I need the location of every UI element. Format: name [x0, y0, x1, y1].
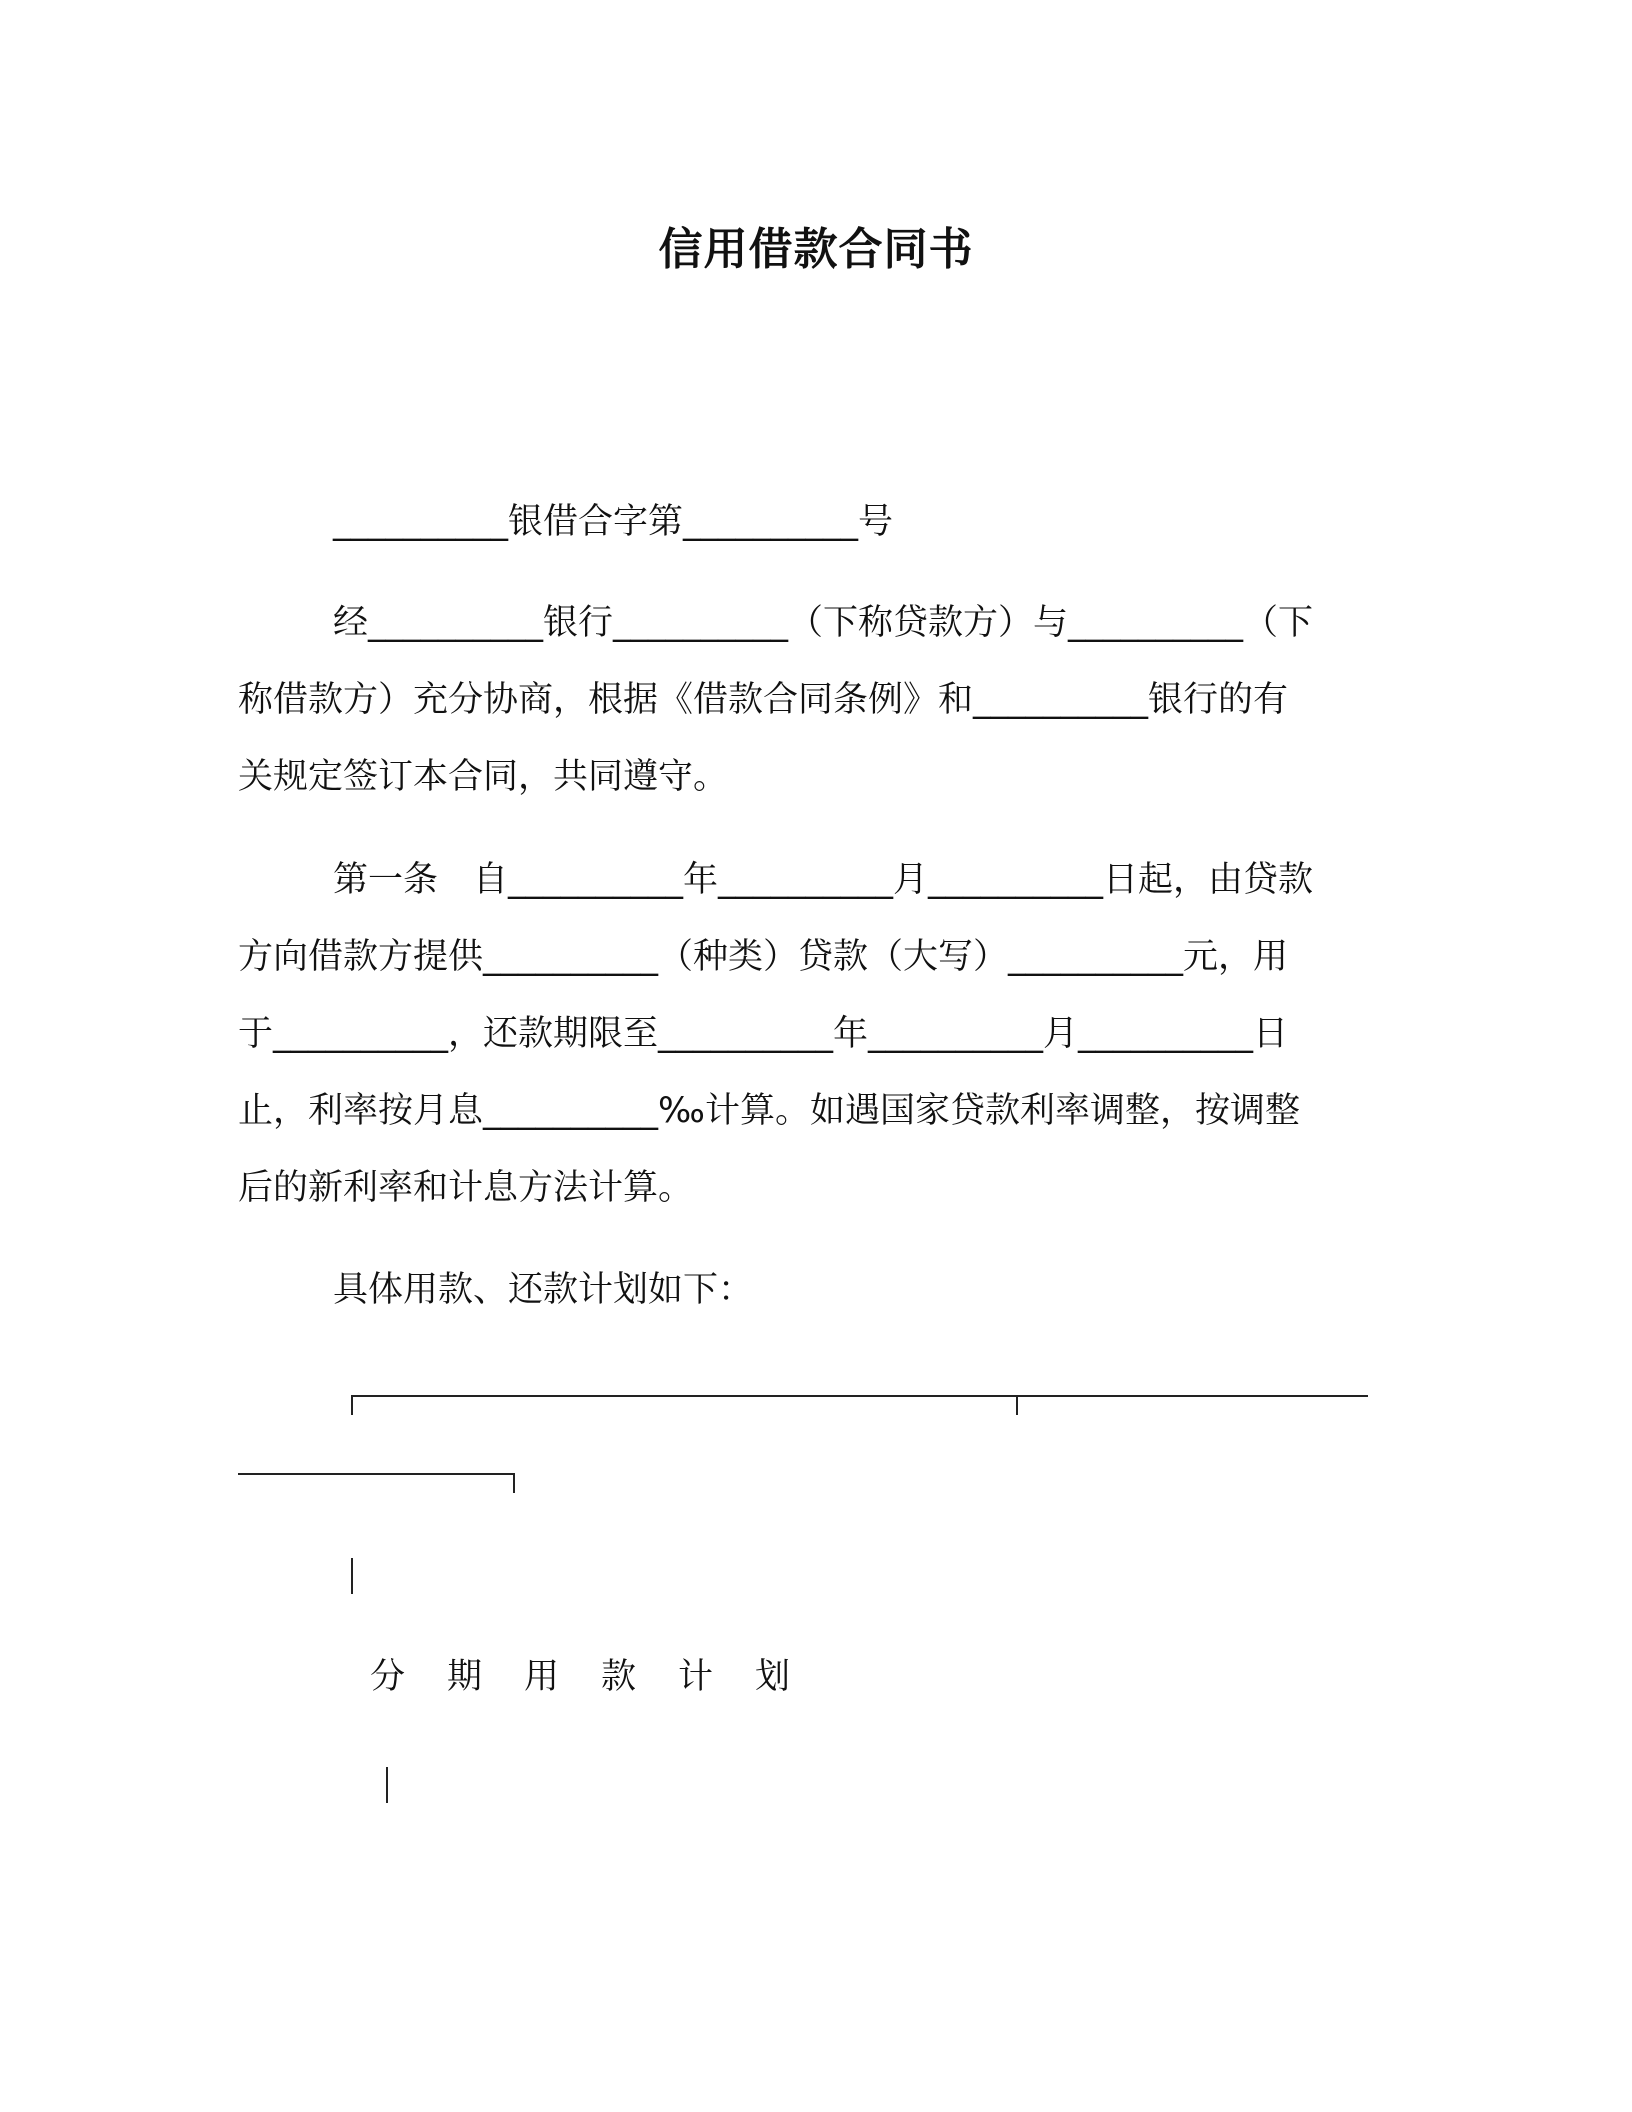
contract-number-line: __________银借合字第__________号: [333, 502, 894, 542]
table-heading: 分期用款计划: [370, 1657, 833, 1697]
intro-line-3: 关规定签订本合同，共同遵守。: [238, 757, 729, 797]
table-second-border: [238, 1473, 515, 1475]
table-top-border: [351, 1395, 1368, 1397]
document-title: 信用借款合同书: [658, 224, 974, 275]
intro-line-1: 经__________银行__________（下称贷款方）与__________（下: [333, 603, 1314, 643]
article1-line-2: 方向借款方提供__________（种类）贷款（大写）__________元，用: [238, 937, 1289, 977]
table-left-tick: [351, 1395, 353, 1415]
table-inner-border-segment: [386, 1767, 388, 1803]
intro-line-2: 称借款方）充分协商，根据《借款合同条例》和__________银行的有: [238, 680, 1289, 720]
table-second-tick: [513, 1473, 515, 1493]
plan-intro: 具体用款、还款计划如下：: [333, 1270, 754, 1310]
article1-line-5: 后的新利率和计息方法计算。: [238, 1168, 694, 1208]
article1-line-4: 止，利率按月息__________‰计算。如遇国家贷款利率调整，按调整: [238, 1091, 1300, 1131]
table-left-border-segment: [351, 1558, 353, 1594]
table-middle-tick: [1016, 1395, 1018, 1415]
article1-line-3: 于__________，还款期限至__________年__________月__________日: [238, 1014, 1289, 1054]
article1-line-1: 第一条 自__________年__________月__________日起，由贷款: [333, 860, 1314, 900]
